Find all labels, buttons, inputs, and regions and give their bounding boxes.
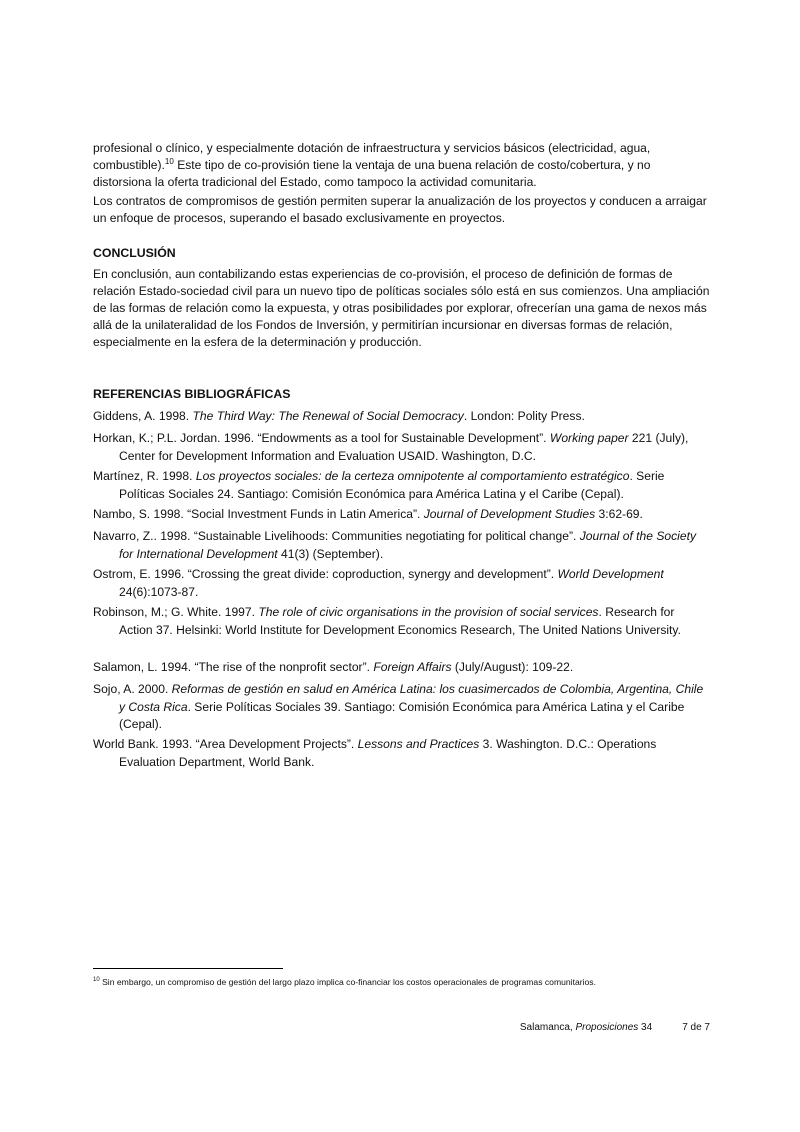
reference-item: Giddens, A. 1998. The Third Way: The Renewal of Social Democracy. London: Polity Press. <box>93 409 585 423</box>
reference-item: Robinson, M.; G. White. 1997. The role of civic organisations in the provision of social services. Research for Action 37. Helsinki: World Institute for Development Economics Research, The United Nations University. <box>93 605 681 637</box>
reference-item: World Bank. 1993. “Area Development Projects”. Lessons and Practices 3. Washington. D.C.: Operations Evaluation Department, World Bank. <box>93 737 657 769</box>
reference-item: Horkan, K.; P.L. Jordan. 1996. “Endowments as a tool for Sustainable Development”. Working paper 221 (July), Center for Development Information and Evaluation USAID. Washington, D.C. <box>93 431 689 463</box>
page-footer <box>93 1022 710 1033</box>
page-number: 7 de 7 <box>682 1022 710 1033</box>
reference-item: Sojo, A. 2000. Reformas de gestión en salud en América Latina: los cuasimercados de Colombia, Argentina, Chile y Costa Rica. Serie Políticas Sociales 39. Santiago: Comisión Económica para América Latina y el Caribe (Cepal). <box>93 682 704 731</box>
footnote-divider <box>93 968 283 969</box>
footer-source: Salamanca, Proposiciones 34 <box>519 1022 653 1033</box>
reference-item: Ostrom, E. 1996. “Crossing the great divide: coproduction, synergy and development”. World Development 24(6):1073-87. <box>93 567 664 599</box>
paragraph-text: Este tipo de co-provisión tiene la ventaja de una buena relación de costo/cobertura, y no distorsiona la oferta tradicional del Estado, como tampoco la actividad comunitaria. <box>93 158 651 189</box>
references-heading: REFERENCIAS BIBLIOGRÁFICAS <box>93 387 291 401</box>
footnote <box>93 976 713 988</box>
footnote-ref[interactable]: 10 <box>164 156 174 166</box>
reference-item: Nambo, S. 1998. “Social Investment Funds in Latin America”. Journal of Development Studies 3:62-69. <box>93 507 643 521</box>
conclusion-paragraph: En conclusión, aun contabilizando estas experiencias de co-provisión, el proceso de definición de formas de relación Estado-sociedad civil para un nuevo tipo de políticas sociales sólo está en sus comienzos. Una ampliación de las formas de relación como la expuesta, y otras posibilidades por explorar, ofrecerían una gama de nexos más allá de la unilateralidad de los Fondos de Inversión, y permitirían incursionar en diversas formas de relación, especialmente en la esfera de la determinación y producción. <box>93 267 710 349</box>
body-paragraph-2: Los contratos de compromisos de gestión permiten superar la anualización de los proyectos y conducen a arraigar un enfoque de procesos, superando el basado exclusivamente en proyectos. <box>93 194 707 225</box>
paragraph-text: profesional o clínico, y especialmente dotación de infraestructura y servicios básicos (electricidad, agua, combustible). <box>93 141 651 172</box>
body-paragraph-1 <box>93 140 710 191</box>
reference-item: Salamon, L. 1994. “The rise of the nonprofit sector”. Foreign Affairs (July/August): 109-22. <box>93 660 574 674</box>
conclusion-heading: CONCLUSIÓN <box>93 246 176 260</box>
footnote-number: 10 <box>93 977 100 984</box>
reference-item: Navarro, Z.. 1998. “Sustainable Livelihoods: Communities negotiating for political change”. Journal of the Society for International Development 41(3) (September). <box>93 529 697 561</box>
reference-item: Martínez, R. 1998. Los proyectos sociales: de la certeza omnipotente al comportamiento estratégico. Serie Políticas Sociales 24. Santiago: Comisión Económica para América Latina y el Caribe (Cepal). <box>93 469 665 501</box>
footnote-text: Sin embargo, un compromiso de gestión del largo plazo implica co-financiar los costos operacionales de programas comunitarios. <box>99 977 596 987</box>
